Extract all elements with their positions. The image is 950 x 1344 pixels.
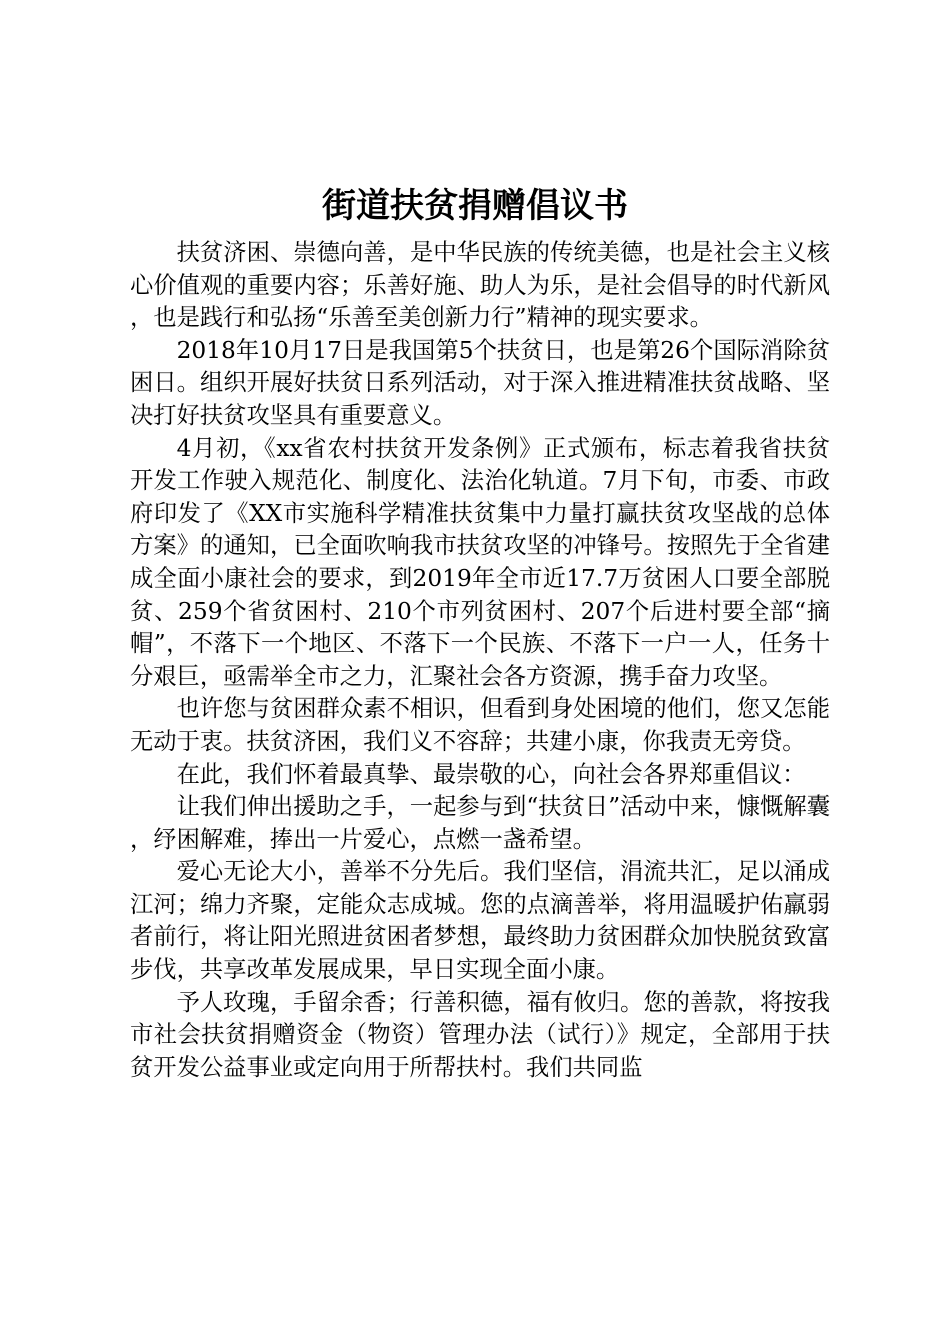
paragraph-8: 予人玫瑰，手留余香；行善积德，福有攸归。您的善款，将按我市社会扶贫捐赠资金（物资）管理办法（试行）》规定，全部用于扶贫开发公益事业或定向用于所帮扶村。我们共同监 [130,988,830,1081]
paragraph-2: 2018年10月17日是我国第5个扶贫日，也是第26个国际消除贫困日。组织开展好扶贫日系列活动，对于深入推进精准扶贫战略、坚决打好扶贫攻坚具有重要意义。 [130,336,830,429]
paragraph-3: 4月初，《xx省农村扶贫开发条例》正式颁布，标志着我省扶贫开发工作驶入规范化、制度化、法治化轨道。7月下旬，市委、市政府印发了《XX市实施科学精准扶贫集中力量打赢扶贫攻坚战的总体方案》的通知，已全面吹响我市扶贫攻坚的冲锋号。按照先于全省建成全面小康社会的要求，到2019年全市近17.7万贫困人口要全部脱贫、259个省贫困村、210个市列贫困村、207个后进村要全部“摘帽”，不落下一个地区、不落下一个民族、不落下一户一人，任务十分艰巨，亟需举全市之力，汇聚社会各方资源，携手奋力攻坚。 [130,434,830,690]
paragraph-4: 也许您与贫困群众素不相识，但看到身处困境的他们，您又怎能无动于衷。扶贫济困，我们义不容辞；共建小康，你我责无旁贷。 [130,695,830,755]
paragraph-6: 让我们伸出援助之手，一起参与到“扶贫日”活动中来，慷慨解囊，纾困解难，捧出一片爱心，点燃一盏希望。 [130,793,830,853]
document-title: 街道扶贫捐赠倡议书 [322,186,628,226]
paragraph-7: 爱心无论大小，善举不分先后。我们坚信，涓流共汇，足以涌成江河；绵力齐聚，定能众志成城。您的点滴善举，将用温暖护佑羸弱者前行，将让阳光照进贫困者梦想，最终助力贫困群众加快脱贫致富步伐，共享改革发展成果，早日实现全面小康。 [130,858,830,984]
paragraph-5: 在此，我们怀着最真挚、最崇敬的心，向社会各界郑重倡议： [176,760,806,788]
paragraph-1: 扶贫济困、崇德向善，是中华民族的传统美德，也是社会主义核心价值观的重要内容；乐善好施、助人为乐，是社会倡导的时代新风，也是践行和弘扬“乐善至美创新力行”精神的现实要求。 [130,239,830,332]
document-body [130,237,830,1084]
